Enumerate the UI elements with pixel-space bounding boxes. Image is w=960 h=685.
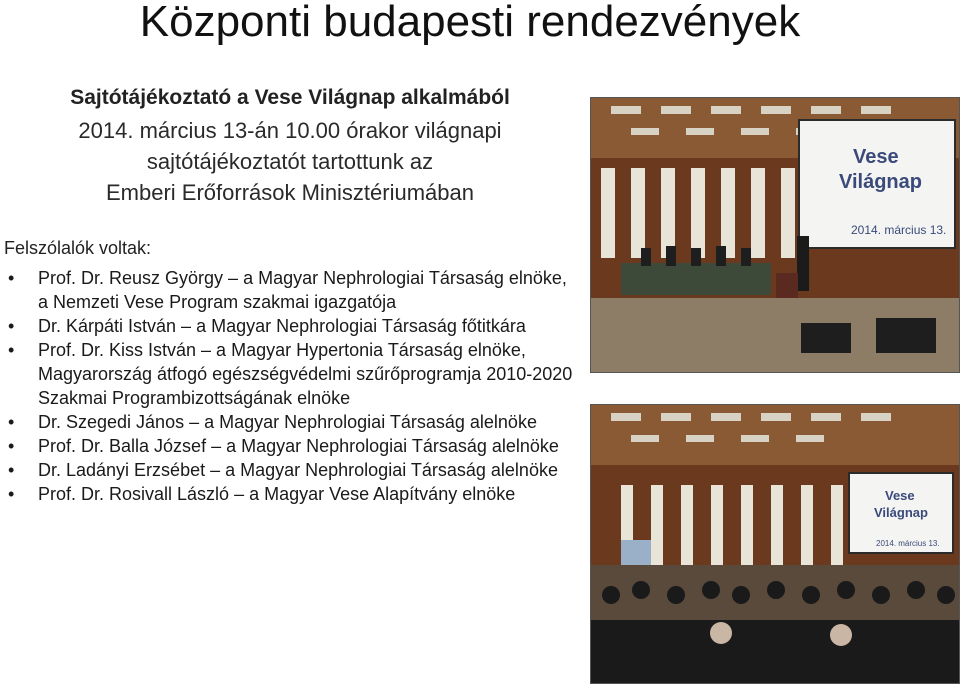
speaker-text: Prof. Dr. Kiss István – a Magyar Hypertonia Társaság elnöke, Magyarország átfogó egészségvédelmi szűrőprogramja 2010-2020 Szakmai Programbizottságának elnöke [38,340,573,408]
bullet-icon: • [8,340,15,360]
speaker-item [0,434,575,458]
speaker-item [0,266,575,314]
speaker-text: Dr. Ladányi Erzsébet – a Magyar Nephrologiai Társaság alelnöke [38,460,558,480]
speaker-item [0,410,575,434]
screen-text: Vese [853,146,899,168]
press-line: Emberi Erőforrások Minisztériumában [105,180,475,205]
bullet-icon: • [8,460,15,480]
screen-text: Vese [885,488,915,503]
screen-text: Világnap [874,505,928,520]
screen-text: Világnap [839,171,922,193]
speaker-item [0,314,575,338]
speaker-text: Dr. Szegedi János – a Magyar Nephrologiai Társaság alelnöke [38,412,537,432]
press-conference-text [20,116,560,209]
screen-date: 2014. március 13. [876,539,940,548]
bullet-icon: • [8,436,15,456]
speaker-text: Prof. Dr. Balla József – a Magyar Nephrologiai Társaság alelnöke [38,436,559,456]
photo-press-conference-panel [590,97,960,373]
speaker-item [0,338,575,410]
bullet-icon: • [8,268,15,288]
press-conference-heading: Sajtótájékoztató a Vese Világnap alkalmából [70,86,510,109]
speaker-item [0,458,575,482]
bullet-icon: • [8,316,15,336]
page-title: Központi budapesti rendezvények [139,0,801,46]
speaker-item [0,482,575,506]
speaker-text: Dr. Kárpáti István – a Magyar Nephrologiai Társaság főtitkára [38,316,526,336]
photo-scene [591,405,959,683]
screen-date: 2014. március 13. [851,223,947,237]
speakers-label: Felszólalók voltak: [4,238,152,258]
bullet-icon: • [8,484,15,504]
photo-audience [590,404,960,684]
photo-scene [591,98,959,372]
speaker-text: Prof. Dr. Reusz György – a Magyar Nephrologiai Társaság elnöke, a Nemzeti Vese Program szakmai igazgatója [38,268,567,312]
speakers-list [0,266,575,506]
bullet-icon: • [8,412,15,432]
press-line: sajtótájékoztatót tartottunk az [146,149,434,174]
speaker-text: Prof. Dr. Rosivall László – a Magyar Vese Alapítvány elnöke [38,484,516,504]
press-line: 2014. március 13-án 10.00 órakor világnapi [78,118,502,143]
